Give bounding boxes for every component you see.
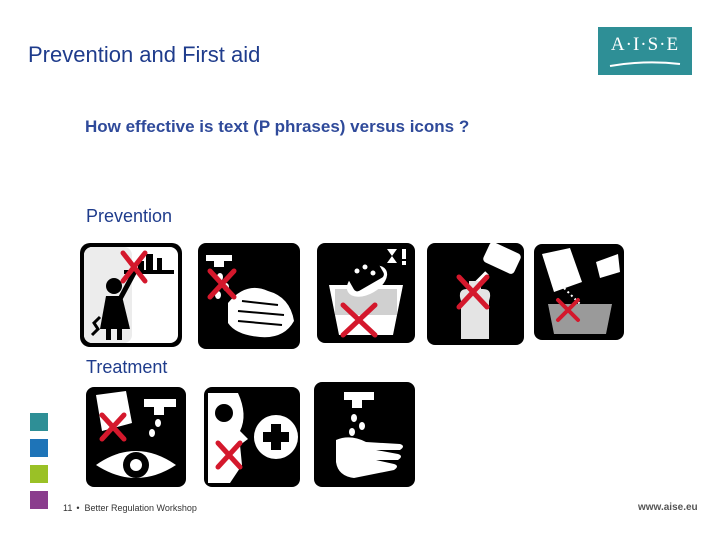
event-name: Better Regulation Workshop bbox=[84, 503, 197, 513]
aise-logo bbox=[598, 27, 692, 75]
wash-hands-icon bbox=[198, 243, 300, 349]
do-not-decant-icon bbox=[534, 244, 624, 340]
do-not-mix-icon bbox=[317, 243, 415, 343]
slide-title: Prevention and First aid bbox=[28, 42, 261, 67]
logo-text: A·I·S·E bbox=[610, 34, 680, 55]
side-square-blue bbox=[30, 439, 48, 457]
swallowed-seek-medical-advice-icon bbox=[204, 387, 300, 487]
side-square-purple bbox=[30, 491, 48, 509]
footer-event bbox=[63, 503, 197, 513]
side-square-teal bbox=[30, 413, 48, 431]
section-prevention-label: Prevention bbox=[86, 206, 173, 226]
footer-bullet: • bbox=[76, 503, 80, 513]
rinse-eyes-icon bbox=[86, 387, 186, 487]
keep-out-of-reach-of-children-icon bbox=[80, 243, 182, 347]
do-not-pour-icon bbox=[427, 243, 524, 345]
rinse-skin-icon bbox=[314, 382, 415, 487]
logo-swoosh-icon bbox=[608, 59, 682, 69]
website-link[interactable]: www.aise.eu bbox=[638, 502, 698, 513]
side-square-green bbox=[30, 465, 48, 483]
question-text: How effective is text (P phrases) versus icons ? bbox=[85, 117, 470, 136]
section-treatment-label: Treatment bbox=[86, 357, 168, 377]
page-number: 11 bbox=[63, 503, 73, 513]
